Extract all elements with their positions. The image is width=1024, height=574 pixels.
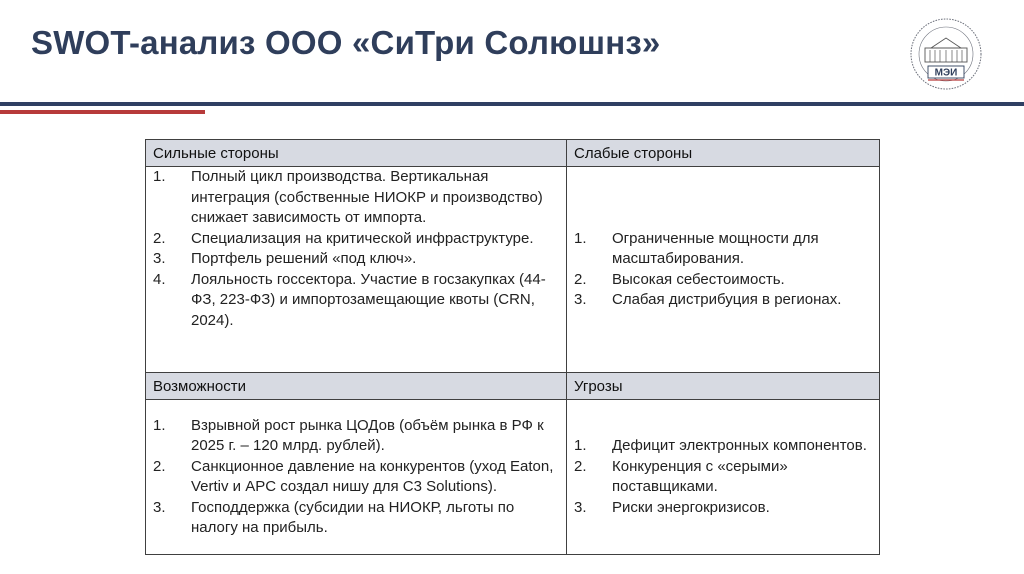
opportunities-cell xyxy=(146,400,567,555)
list-item: 1. Ограниченные мощности для масштабирования. xyxy=(574,229,819,267)
weaknesses-header: Слабые стороны xyxy=(574,144,693,162)
weaknesses-header-cell xyxy=(567,140,880,167)
swot-body-row-bottom xyxy=(146,400,880,555)
list-item: 3. Господдержка (субсидии на НИОКР, льготы по налогу на прибыль. xyxy=(153,498,515,536)
list-item: 3. Слабая дистрибуция в регионах. xyxy=(574,291,842,308)
list-item: 1. Взрывной рост рынка ЦОДов (объём рынка в РФ к 2025 г. – 120 млрд. рублей). xyxy=(153,416,544,454)
swot-table xyxy=(145,139,880,555)
weaknesses-cell xyxy=(567,167,880,373)
weaknesses-list xyxy=(567,229,879,311)
list-item: 2. Специализация на критической инфраструктуре. xyxy=(153,229,534,247)
strengths-header-cell xyxy=(146,140,567,167)
threats-header: Угрозы xyxy=(574,377,623,395)
university-building-emblem-icon xyxy=(909,16,983,92)
header-rule-blue xyxy=(0,102,1024,106)
opportunities-list xyxy=(146,416,566,539)
threats-list xyxy=(567,436,879,518)
list-item: 3. Риски энергокризисов. xyxy=(574,498,770,516)
threats-cell xyxy=(567,400,880,555)
strengths-list xyxy=(146,167,566,331)
swot-body-row-top xyxy=(146,167,880,373)
swot-header-row-bottom xyxy=(146,373,880,400)
list-item: 4. Лояльность госсектора. Участие в госзакупках (44-ФЗ, 223-ФЗ) и импортозамещающие квоты (CRN, 2024). xyxy=(153,270,546,329)
list-item: 2. Высокая себестоимость. xyxy=(574,270,785,288)
swot-header-row-top xyxy=(146,140,880,167)
slide-title: SWOT-анализ ООО «СиТри Солюшнз» xyxy=(31,24,661,61)
list-item: 1. Полный цикл производства. Вертикальная интеграция (собственные НИОКР и производство) снижает зависимость от импорта. xyxy=(153,168,543,226)
list-item: 2. Конкуренция с «серыми» поставщиками. xyxy=(574,457,788,495)
strengths-cell xyxy=(146,167,567,373)
strengths-header: Сильные стороны xyxy=(153,144,279,162)
header-rule-red xyxy=(0,110,205,114)
list-item: 2. Санкционное давление на конкурентов (уход Eaton, Vertiv и APC создал нишу для C3 Solutions). xyxy=(153,457,554,495)
opportunities-header-cell xyxy=(146,373,567,400)
threats-header-cell xyxy=(567,373,880,400)
list-item: 1. Дефицит электронных компонентов. xyxy=(574,437,867,454)
list-item: 3. Портфель решений «под ключ». xyxy=(153,250,417,267)
opportunities-header: Возможности xyxy=(153,377,246,395)
logo-text: МЭИ xyxy=(934,67,958,79)
